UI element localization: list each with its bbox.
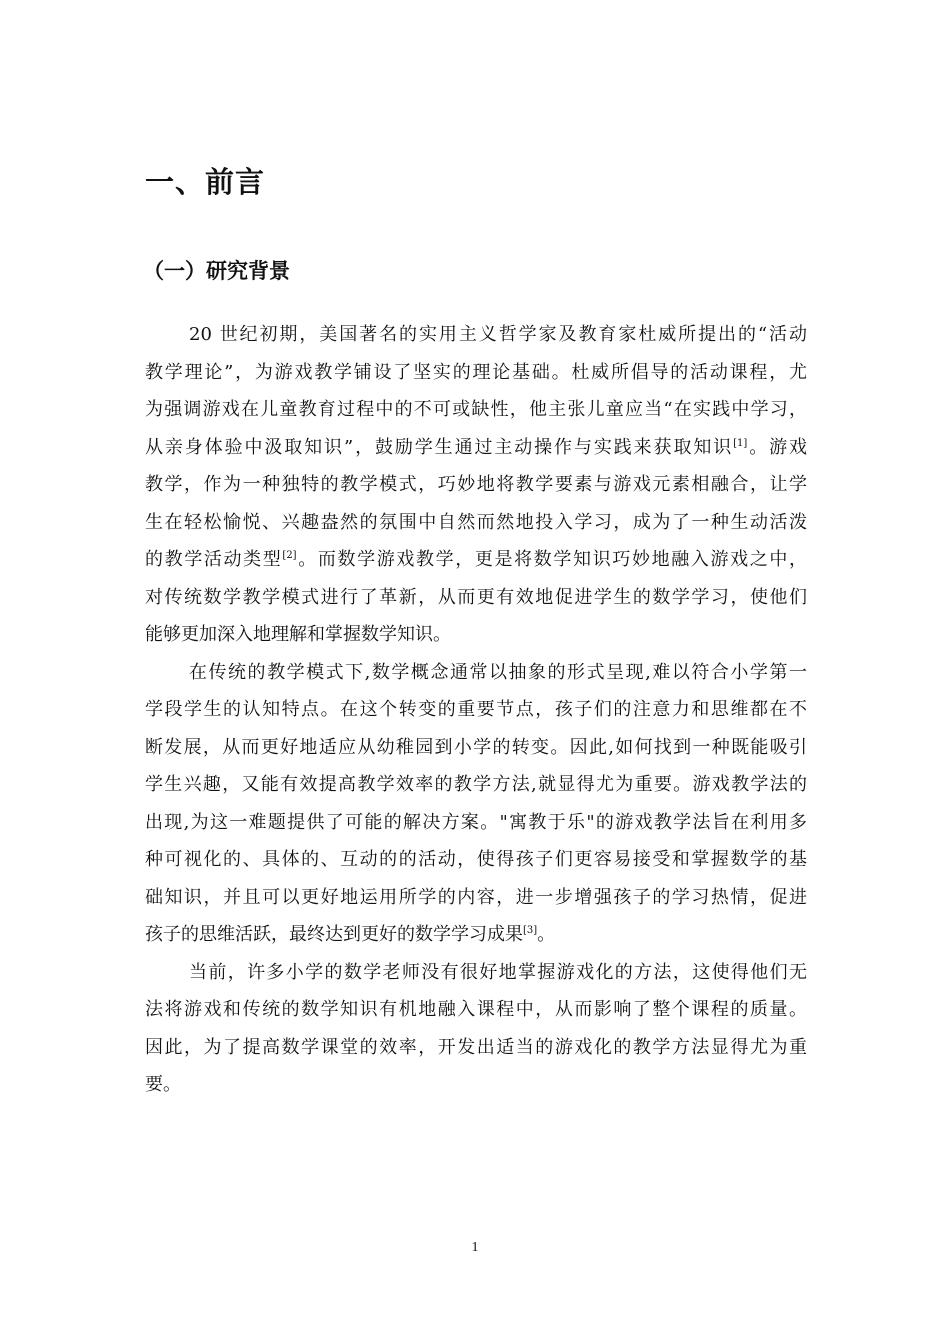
paragraph-line [145,691,807,729]
paragraph-line [145,316,807,354]
paragraph-line [145,879,807,917]
paragraph-line [145,916,807,954]
paragraph-line [145,804,807,842]
paragraph-line [145,991,807,1029]
line-text: 为强调游戏在儿童教育过程中的不可或缺性，他主张儿童应当“在实践中学习， [145,399,807,420]
line-text-after-citation: 。 [537,924,556,945]
line-text-after-citation: 。游戏 [747,436,807,458]
line-text: 断发展，从而更好地适应从幼稚园到小学的转变。因此,如何找到一种既能吸引 [145,736,807,758]
line-text: 学段学生的认知特点。在这个转变的重要节点，孩子们的注意力和思维都在不 [145,699,807,720]
paragraph-line [145,766,807,804]
line-text: 在传统的教学模式下,数学概念通常以抽象的形式呈现,难以符合小学第一 [189,661,807,683]
paragraph-line [145,729,807,767]
paragraph-line [145,354,807,392]
paragraph-line [145,841,807,879]
paragraph-line [145,466,807,504]
citation-mark: [3] [523,925,538,936]
line-text: 法将游戏和传统的数学知识有机地融入课程中，从而影响了整个课程的质量。 [145,999,807,1020]
line-text: 的教学活动类型 [145,549,283,570]
line-text: 对传统数学教学模式进行了革新，从而更有效地促进学生的数学学习，使他们 [145,586,807,608]
line-text: 孩子的思维活跃，最终达到更好的数学学习成果 [145,924,523,945]
paragraph-line [145,1066,807,1104]
citation-mark: [1] [733,437,748,449]
line-text: 20 世纪初期，美国著名的实用主义哲学家及教育家杜威所提出的“活动 [189,324,807,345]
paragraph-line [145,1029,807,1067]
line-text: 生在轻松愉悦、兴趣盎然的氛围中自然而然地投入学习，成为了一种生动活泼 [145,511,807,533]
paragraph-line [145,654,807,692]
line-text: 教学，作为一种独特的教学模式，巧妙地将教学要素与游戏元素相融合，让学 [145,474,807,495]
line-text: 能够更加深入地理解和掌握数学知识。 [145,624,451,645]
paragraph-line [145,504,807,542]
subsection-heading: （一）研究背景 [143,259,290,283]
line-text: 础知识，并且可以更好地运用所学的内容，进一步增强孩子的学习热情，促进 [145,886,807,908]
paragraph-line [145,429,807,467]
line-text: 出现,为这一难题提供了可能的解决方案。"寓教于乐"的游戏教学法旨在利用多 [145,811,807,833]
page-number: 1 [471,1240,479,1255]
line-text: 教学理论”，为游戏教学铺设了坚实的理论基础。杜威所倡导的活动课程，尤 [145,361,807,383]
line-text: 种可视化的、具体的、互动的的活动，使得孩子们更容易接受和掌握数学的基 [145,849,807,870]
citation-mark: [2] [282,550,297,561]
line-text: 从亲身体验中汲取知识”，鼓励学生通过主动操作与实践来获取知识 [145,436,734,458]
line-text-after-citation: 。而数学游戏教学，更是将数学知识巧妙地融入游戏之中， [296,549,807,570]
paragraph-line [145,391,807,429]
line-text: 要。 [145,1074,181,1095]
line-text: 因此，为了提高数学课堂的效率，开发出适当的游戏化的教学方法显得尤为重 [145,1036,807,1058]
body-text [145,316,807,1104]
line-text: 学生兴趣，又能有效提高教学效率的教学方法,就显得尤为重要。游戏教学法的 [145,774,807,795]
paragraph-line [145,579,807,617]
line-text: 当前，许多小学的数学老师没有很好地掌握游戏化的方法，这使得他们无 [189,961,807,983]
paragraph-line [145,541,807,579]
section-heading: 一、前言 [145,165,266,199]
paragraph-line [145,954,807,992]
paragraph-line [145,616,807,654]
